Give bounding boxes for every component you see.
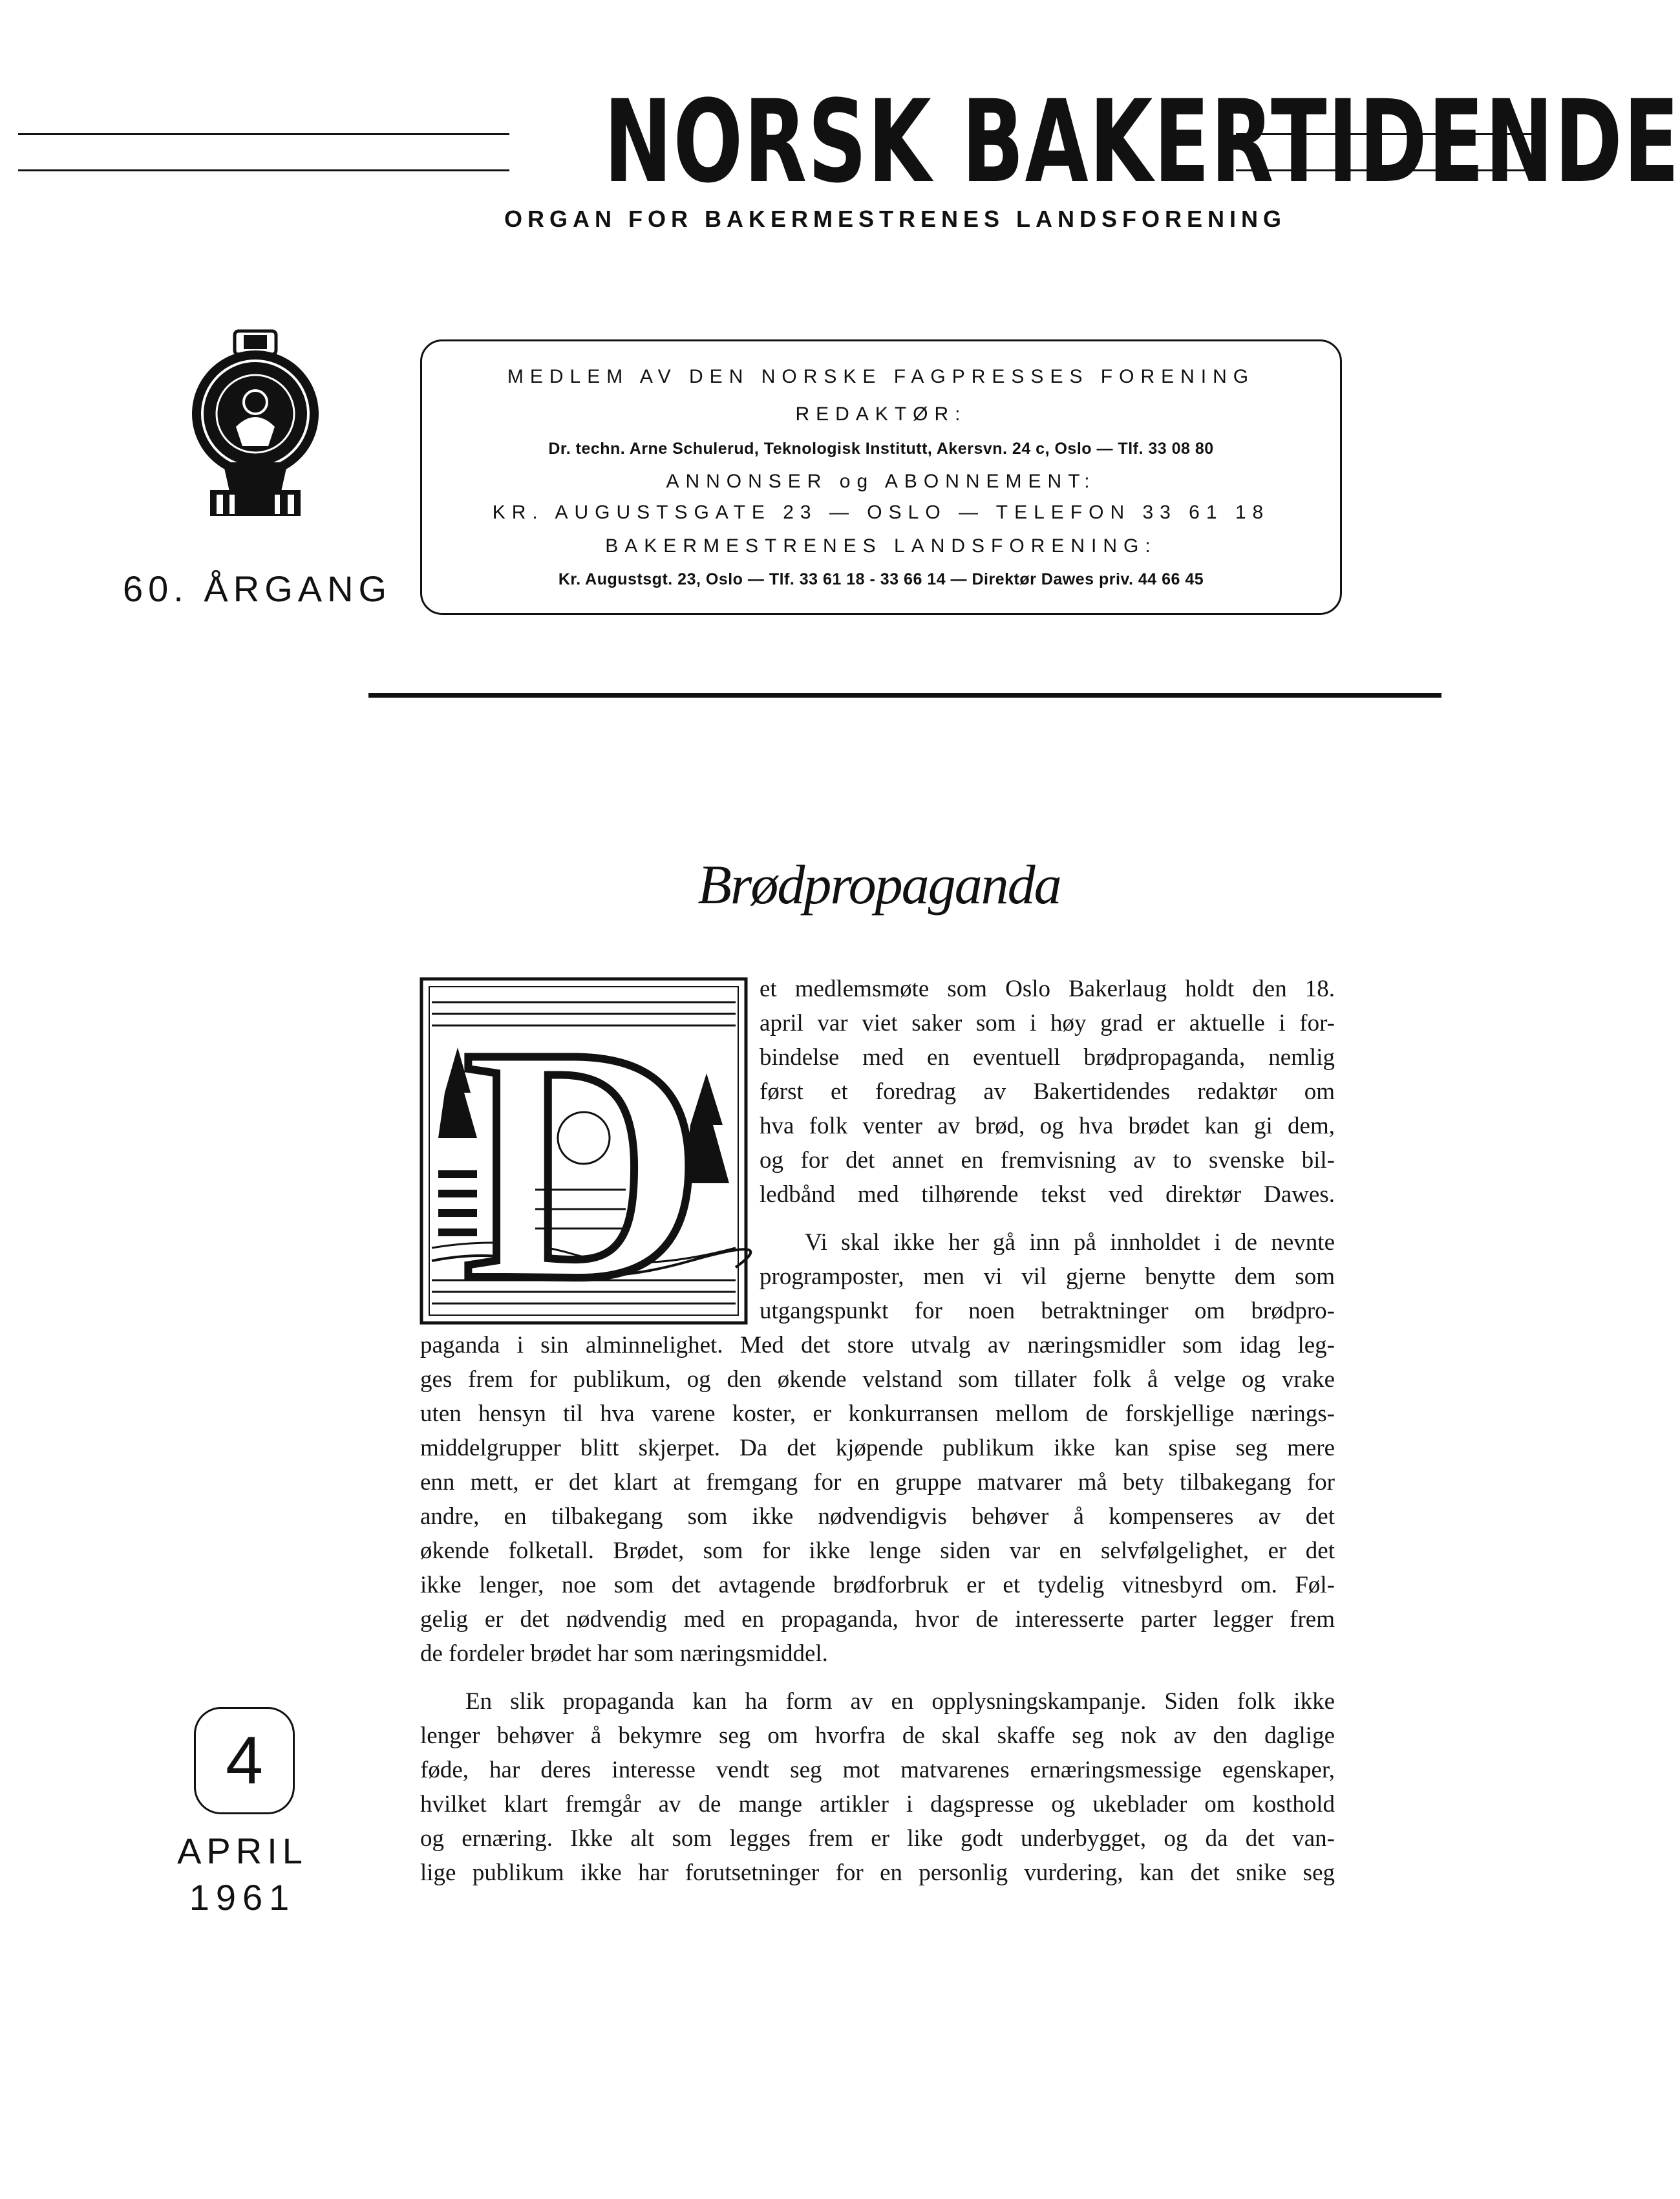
dropcap-letter: D xyxy=(462,978,705,1350)
article-line: lige publikum ikke har forutsetninger for en personlig vurdering, kan det snike seg xyxy=(420,1860,1335,1886)
article-line: føde, har deres interesse vendt seg mot matvarenes ernæringsmessige egenskaper, xyxy=(420,1757,1335,1783)
article-line: uten hensyn til hva varene koster, er konkurransen mellom de forskjellige nærings- xyxy=(420,1400,1335,1427)
article-line: ledbånd med tilhørende tekst ved direktør Dawes. xyxy=(760,1181,1335,1208)
article-line: bindelse med en eventuell brødpropaganda, nemlig xyxy=(760,1044,1335,1071)
article-line: et medlemsmøte som Oslo Bakerlaug holdt den 18. xyxy=(760,976,1335,1002)
article-line: ikke lenger, noe som det avtagende brødforbruk er et tydelig vitnesbyrd om. Føl- xyxy=(420,1572,1335,1598)
article-title: Brødpropaganda xyxy=(697,853,1061,916)
ads-heading: ANNONSER og ABONNEMENT: xyxy=(666,471,1096,492)
masthead-rule-left-bottom xyxy=(18,169,509,171)
article-line: og for det annet en fremvisning av to svenske bil- xyxy=(760,1147,1335,1174)
issue-month: APRIL xyxy=(177,1830,308,1871)
article-line: enn mett, er det klart at fremgang for en gruppe matvarer må bety tilbakegang for xyxy=(420,1469,1335,1496)
article-line: middelgrupper blitt skjerpet. Da det kjøpende publikum ikke kan spise seg mere xyxy=(420,1435,1335,1461)
article-line: utgangspunkt for noen betraktninger om brødpro- xyxy=(760,1298,1335,1324)
article-line: først et foredrag av Bakertidendes redaktør om xyxy=(760,1078,1335,1105)
association-address: Kr. Augustsgt. 23, Oslo — Tlf. 33 61 18 - 33 66 14 — Direktør Dawes priv. 44 66 45 xyxy=(558,570,1204,588)
article-line: andre, en tilbakegang som ikke nødvendigvis behøver å kompenseres av det xyxy=(420,1503,1335,1530)
editor-heading: REDAKTØR: xyxy=(795,403,967,425)
association-heading: BAKERMESTRENES LANDSFORENING: xyxy=(605,535,1157,557)
issue-number: 4 xyxy=(194,1707,295,1814)
article-line: hva folk venter av brød, og hva brødet kan gi dem, xyxy=(760,1113,1335,1139)
dropcap-illustration xyxy=(419,976,749,1350)
article-line: gelig er det nødvendig med en propaganda, hvor de interesserte parter legger frem xyxy=(420,1606,1335,1633)
header-divider xyxy=(368,693,1441,698)
editor-line: Dr. techn. Arne Schulerud, Teknologisk Institutt, Akersvn. 24 c, Oslo — Tlf. 33 08 80 xyxy=(548,440,1214,458)
masthead-rule-left-top xyxy=(18,133,509,135)
ads-address: KR. AUGUSTSGATE 23 — OSLO — TELEFON 33 61 18 xyxy=(492,502,1270,523)
article-line: økende folketall. Brødet, som for ikke lenge siden var en selvfølgelighet, er det xyxy=(420,1538,1335,1564)
article-line: april var viet saker som i høy grad er aktuelle i for- xyxy=(760,1010,1335,1036)
article-line: En slik propaganda kan ha form av en opplysningskampanje. Siden folk ikke xyxy=(465,1688,1335,1715)
article-line: lenger behøver å bekymre seg om hvorfra de skal skaffe seg nok av den daglige xyxy=(420,1722,1335,1749)
issue-year: 1961 xyxy=(189,1877,296,1918)
publisher-info-box xyxy=(420,339,1342,615)
article-line: de fordeler brødet har som næringsmiddel. xyxy=(420,1640,828,1667)
article-line: Vi skal ikke her gå inn på innholdet i de nevnte xyxy=(805,1229,1335,1256)
seal-emblem-icon xyxy=(184,330,326,524)
article-line: hvilket klart fremgår av de mange artikler i dagspresse og ukeblader om kosthold xyxy=(420,1791,1335,1818)
article-line: programposter, men vi vil gjerne benytte dem som xyxy=(760,1263,1335,1290)
article-line: og ernæring. Ikke alt som legges frem er like godt underbygget, og da det van- xyxy=(420,1825,1335,1852)
article-line: ges frem for publikum, og den økende velstand som tillater folk å velge og vrake xyxy=(420,1366,1335,1393)
masthead-title: NORSK BAKERTIDENDE xyxy=(604,76,1680,208)
membership-line: MEDLEM AV DEN NORSKE FAGPRESSES FORENING xyxy=(507,366,1255,387)
masthead-subtitle: ORGAN FOR BAKERMESTRENES LANDSFORENING xyxy=(504,206,1287,232)
volume-label: 60. ÅRGANG xyxy=(123,568,392,609)
article-line: paganda i sin alminnelighet. Med det store utvalg av næringsmidler som idag leg- xyxy=(420,1332,1335,1358)
